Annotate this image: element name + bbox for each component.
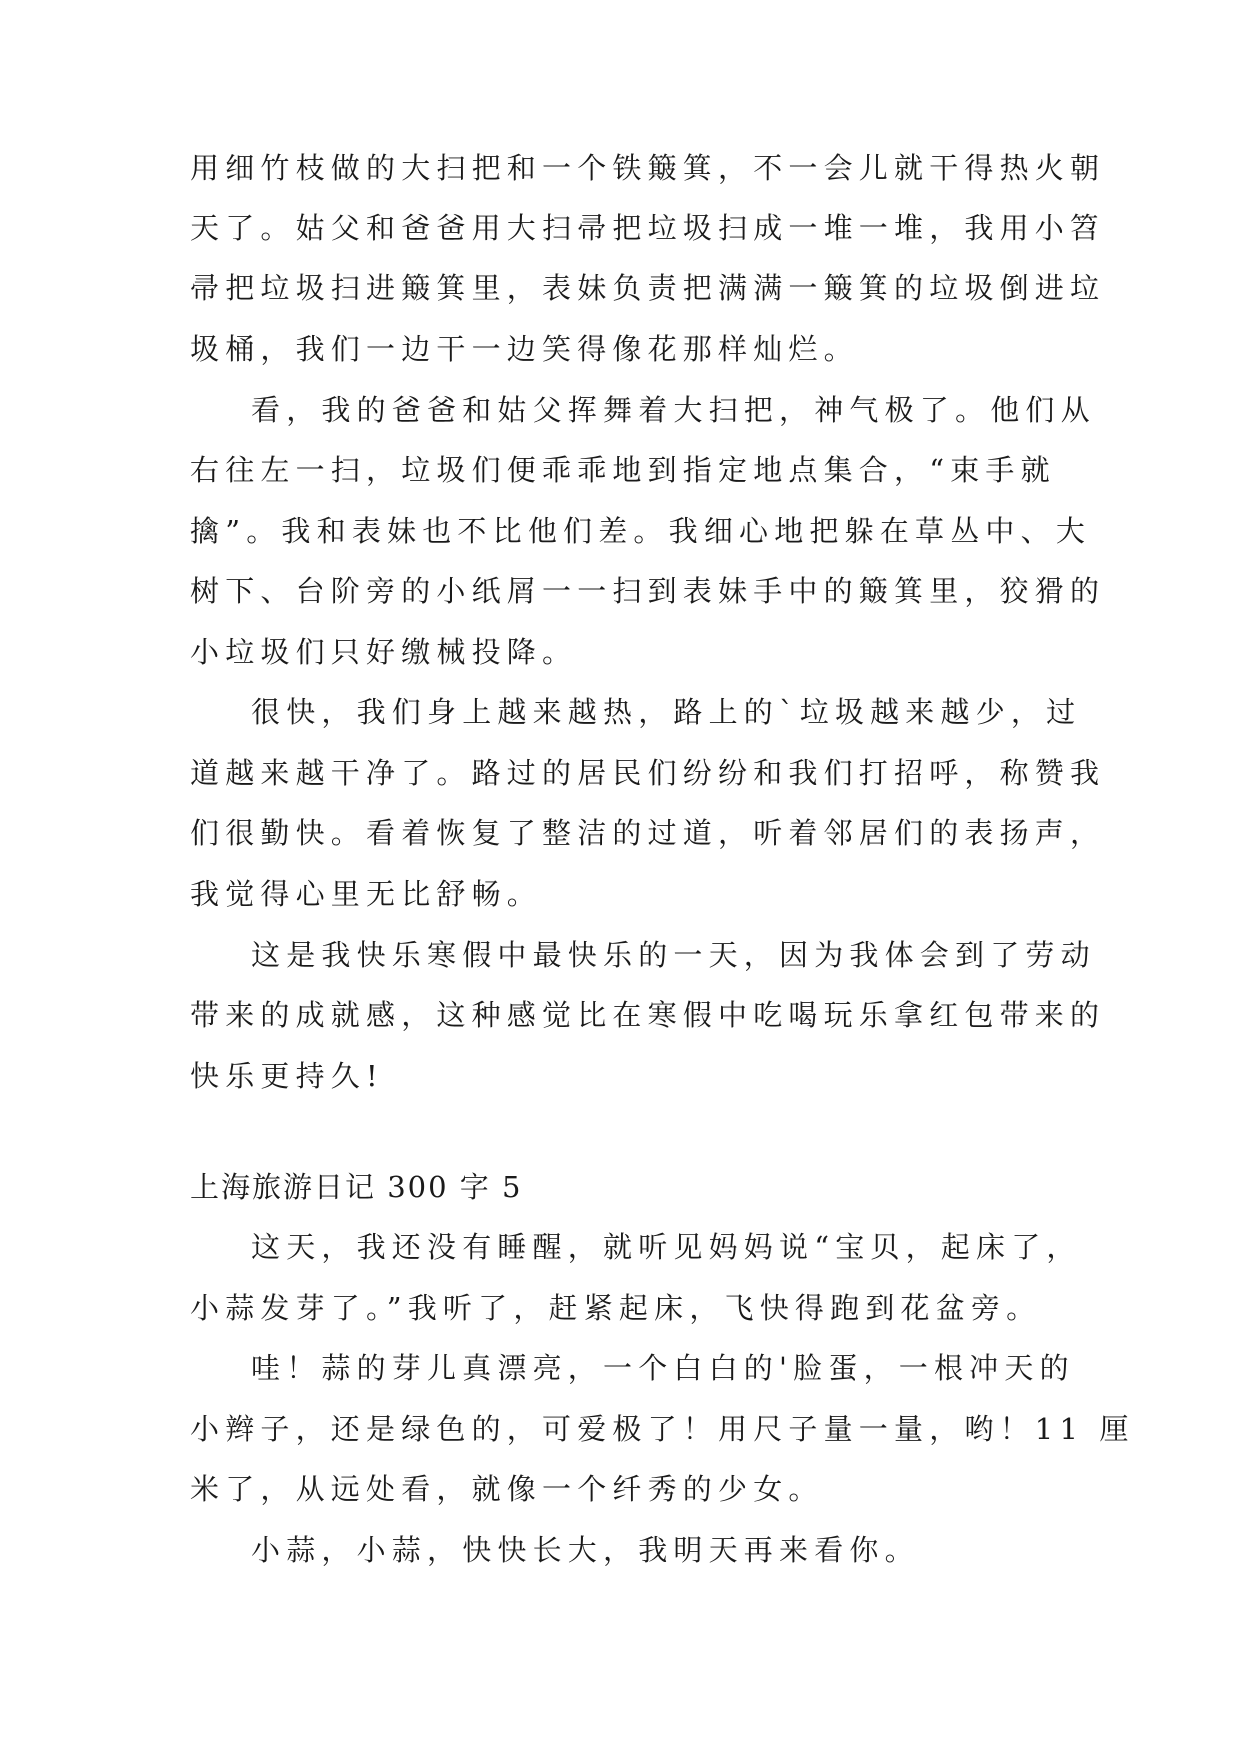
text-line: 用细竹枝做的大扫把和一个铁簸箕，不一会儿就干得热火朝 xyxy=(190,151,1106,185)
text-line: 右往左一扫，垃圾们便乖乖地到指定地点集合，“束手就 xyxy=(190,453,1056,487)
text-line: 很快，我们身上越来越热，路上的`垃圾越来越少，过 xyxy=(251,695,1082,729)
text-line: 圾桶，我们一边干一边笑得像花那样灿烂。 xyxy=(190,332,859,366)
text-line: 米了，从远处看，就像一个纤秀的少女。 xyxy=(190,1472,824,1506)
text-line: 这是我快乐寒假中最快乐的一天，因为我体会到了劳动 xyxy=(251,938,1096,972)
text-line: 这天，我还没有睡醒，就听见妈妈说“宝贝，起床了， xyxy=(251,1230,1082,1264)
text-line: 擒”。我和表妹也不比他们差。我细心地把躲在草丛中、大 xyxy=(190,514,1092,548)
section-title: 上海旅游日记 300 字 5 xyxy=(190,1170,523,1204)
text-line: 哇！蒜的芽儿真漂亮，一个白白的'脸蛋，一根冲天的 xyxy=(251,1351,1075,1385)
text-line: 帚把垃圾扫进簸箕里，表妹负责把满满一簸箕的垃圾倒进垃 xyxy=(190,271,1106,305)
text-line: 树下、台阶旁的小纸屑一一扫到表妹手中的簸箕里，狡猾的 xyxy=(190,574,1106,608)
text-line: 小蒜发芽了。”我听了，赶紧起床，飞快得跑到花盆旁。 xyxy=(190,1291,1042,1325)
text-line: 小辫子，还是绿色的，可爱极了！用尺子量一量，哟！11 厘 xyxy=(190,1412,1135,1446)
text-line: 看，我的爸爸和姑父挥舞着大扫把，神气极了。他们从 xyxy=(251,393,1096,427)
text-line: 带来的成就感，这种感觉比在寒假中吃喝玩乐拿红包带来的 xyxy=(190,998,1106,1032)
text-line: 我觉得心里无比舒畅。 xyxy=(190,877,543,911)
text-line: 快乐更持久! xyxy=(190,1059,384,1093)
text-line: 小垃圾们只好缴械投降。 xyxy=(190,635,578,669)
text-line: 们很勤快。看着恢复了整洁的过道，听着邻居们的表扬声， xyxy=(190,816,1106,850)
text-line: 小蒜，小蒜，快快长大，我明天再来看你。 xyxy=(251,1533,920,1567)
text-line: 道越来越干净了。路过的居民们纷纷和我们打招呼，称赞我 xyxy=(190,756,1106,790)
text-line: 天了。姑父和爸爸用大扫帚把垃圾扫成一堆一堆，我用小笤 xyxy=(190,211,1106,245)
